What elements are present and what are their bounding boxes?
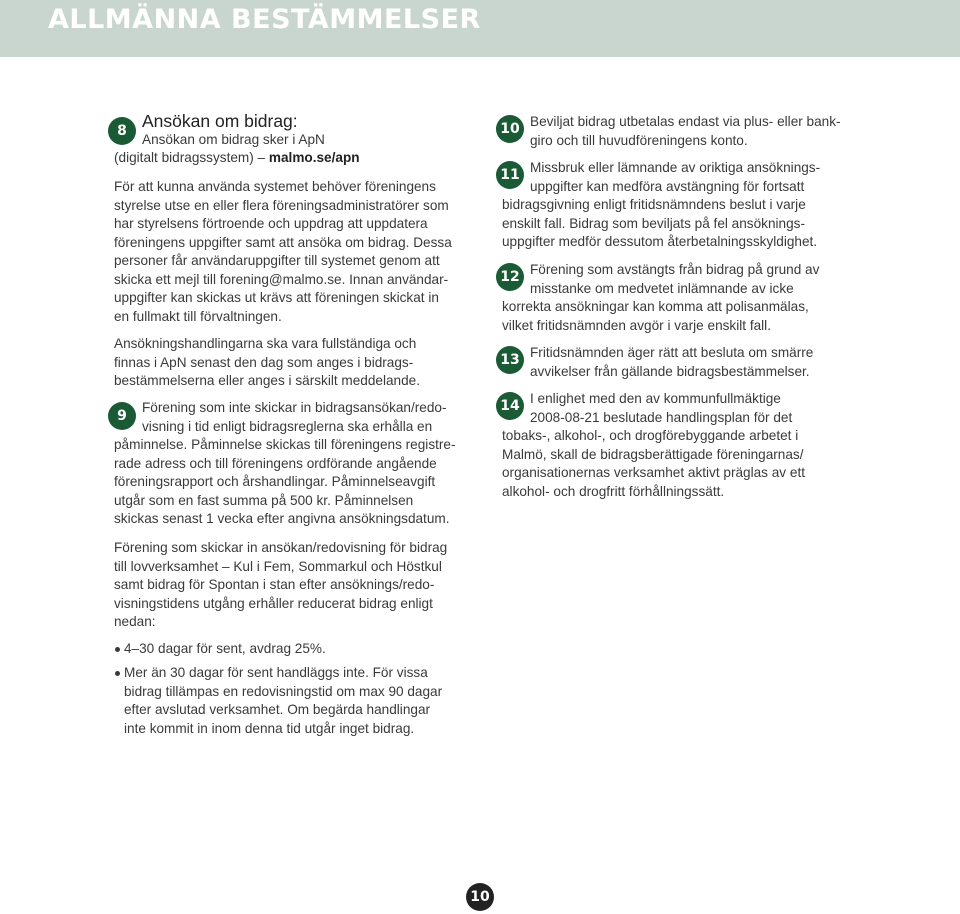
section-number-badge: 9 <box>108 402 136 430</box>
text-line: har styrelsens förtroende och uppdrag att uppdatera <box>114 216 428 231</box>
text-line: visningstidens utgång erhåller reducerat bidrag enligt <box>114 595 433 611</box>
text-line: organisationernas verksamhet aktivt präglas av ett <box>502 465 805 480</box>
text-line: bidrag tillämpas en redovisningstid om max 90 dagar <box>124 683 443 699</box>
text-line: Förening som skickar in ansökan/redovisning för bidrag <box>114 540 448 555</box>
text-line: nedan: <box>114 614 156 629</box>
page-header <box>0 0 960 57</box>
text-line: Beviljat bidrag utbetalas endast via plus- eller bank- <box>530 114 841 129</box>
text-line: skickas senast 1 vecka efter angivna ansökningsdatum. <box>114 511 450 526</box>
text-line: giro och till huvudföreningens konto. <box>530 132 748 148</box>
text-line: tobaks-, alkohol-, och drogförebyggande arbetet i <box>502 428 799 443</box>
section-number-badge: 11 <box>496 161 524 189</box>
text-line: uppgifter medför dessutom återbetalningsskyldighet. <box>502 234 818 249</box>
text-line: bestämmelserna eller anges i särskilt meddelande. <box>114 373 421 388</box>
text-line: Ansökningshandlingarna ska vara fullständiga och <box>114 336 417 351</box>
text-line: samt bidrag för Spontan i stan efter ansöknings/redo- <box>114 577 435 592</box>
page-number-badge: 10 <box>466 883 494 911</box>
text-line: enskilt fall. Bidrag som beviljats på fel ansöknings- <box>502 215 805 231</box>
text-line: uppgifter kan skickas ut krävs att föreningen skickat in <box>114 290 439 305</box>
text-line: skicka ett mejl till forening@malmo.se. Innan användar- <box>114 271 449 287</box>
text-line: finnas i ApN senast den dag som anges i bidrags- <box>114 354 414 370</box>
section-number-badge: 13 <box>496 346 524 374</box>
text-line: visning i tid enligt bidragsreglerna ska erhålla en <box>142 418 433 434</box>
text-line: efter avslutad verksamhet. Om begärda handlingar <box>124 702 431 717</box>
text-line <box>114 149 360 168</box>
text-line: rade adress och till föreningens ordförande angående <box>114 455 437 471</box>
page-title: ALLMÄNNA BESTÄMMELSER <box>48 4 481 35</box>
section-number-badge: 10 <box>496 115 524 143</box>
text-line: en fullmakt till förvaltningen. <box>114 308 282 324</box>
text-line: Missbruk eller lämnande av oriktiga ansöknings- <box>530 160 821 175</box>
text-line: korrekta ansökningar kan komma att polisanmälas, <box>502 299 809 314</box>
text-line: Förening som avstängts från bidrag på grund av <box>530 262 820 277</box>
text-line: misstanke om medvetet inlämnande av icke <box>530 280 794 296</box>
text-line: föreningsrapport och årshandlingar. Påminnelseavgift <box>114 474 436 489</box>
text-line: styrelse utse en eller flera föreningsadministratörer som <box>114 197 449 213</box>
bullet-item: 4–30 dagar för sent, avdrag 25%. <box>124 640 326 659</box>
text-line: alkohol- och drogfritt förhållningssätt. <box>502 483 725 499</box>
section-heading: Ansökan om bidrag: <box>142 111 298 131</box>
text-line: påminnelse. Påminnelse skickas till föreningens registre- <box>114 437 456 452</box>
section-number-badge: 8 <box>108 117 136 145</box>
text-line: För att kunna använda systemet behöver föreningens <box>114 179 436 194</box>
text-line: inte kommit in inom denna tid utgår inget bidrag. <box>124 720 415 736</box>
text-line: Ansökan om bidrag sker i ApN <box>142 132 325 147</box>
text-line: I enlighet med den av kommunfullmäktige <box>530 391 781 406</box>
text-span: (digitalt bidragssystem) – <box>114 150 266 165</box>
text-line: Förening som inte skickar in bidragsansökan/redo- <box>142 400 447 415</box>
text-line: föreningens uppgifter samt att ansöka om bidrag. Dessa <box>114 234 452 250</box>
text-line: Malmö, skall de bidragsberättigade föreningarnas/ <box>502 446 804 462</box>
text-line: 2008-08-21 beslutade handlingsplan för det <box>530 409 793 425</box>
apn-link[interactable]: malmo.se/apn <box>268 150 360 165</box>
text-line: vilket fritidsnämnden avgör i varje enskilt fall. <box>502 317 771 333</box>
text-line: personer får användaruppgifter till systemet genom att <box>114 253 440 268</box>
text-line: uppgifter kan medföra avstängning för fortsatt <box>530 178 805 194</box>
text-line: Fritidsnämnden äger rätt att besluta om smärre <box>530 345 814 360</box>
section-number-badge: 12 <box>496 263 524 291</box>
text-line: bidragsgivning enligt fritidsnämndens beslut i varje <box>502 197 806 212</box>
bullet-item: Mer än 30 dagar för sent handläggs inte. För vissa <box>124 664 428 683</box>
section-number-badge: 14 <box>496 392 524 420</box>
text-line: avvikelser från gällande bidragsbestämmelser. <box>530 363 810 379</box>
text-line: utgår som en fast summa på 500 kr. Påminnelsen <box>114 492 414 508</box>
text-line: till lovverksamhet – Kul i Fem, Sommarkul och Höstkul <box>114 558 442 574</box>
